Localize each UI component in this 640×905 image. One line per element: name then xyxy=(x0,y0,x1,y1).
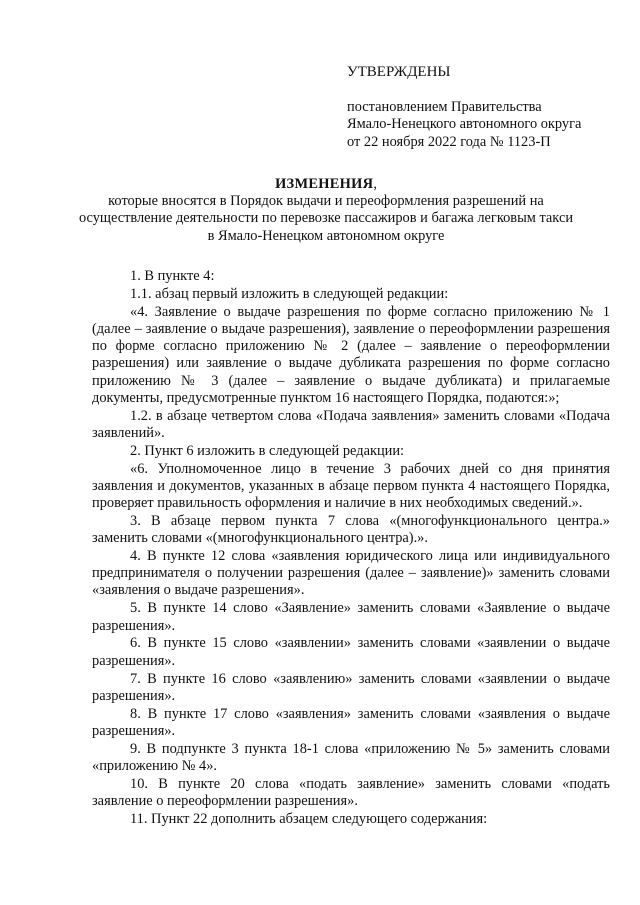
heading-subtitle-line-2: осуществление деятельности по перевозке пассажиров и багажа легковым такси xyxy=(78,210,574,227)
paragraph-4: 4. В пункте 12 слова «заявления юридического лица или индивидуального предпринимателя о получении разрешения (далее – заявление)» заменить словами «заявления о выдаче разрешения». xyxy=(92,548,610,599)
paragraph-1: 1. В пункте 4: xyxy=(130,268,215,284)
paragraph-11: 11. Пункт 22 дополнить абзацем следующего содержания: xyxy=(130,810,488,827)
paragraph-7: 7. В пункте 16 слово «заявлению» заменить словами «заявлении о выдаче разрешения». xyxy=(92,670,610,704)
document-heading xyxy=(60,176,592,245)
approval-line-date: от 22 ноября 2022 года № 1123-П xyxy=(347,133,551,150)
heading-title-row xyxy=(60,176,592,193)
paragraph-1-1-text: «4. Заявление о выдаче разрешения по форме согласно приложению № 1 (далее – заявление о выдаче разрешения), заявление о переоформлении разрешения по форме согласно приложению № 2 (далее – заявление о переоформлении разрешения) или заявление о выдаче дубликата разрешения по форме согласно приложению № 3 (далее – заявление о выдаче дубликата) и прилагаемые документы, предусмотренные пунктом 16 настоящего Порядка, подаются:»; xyxy=(92,303,610,406)
approval-line-region: Ямало-Ненецкого автономного округа xyxy=(347,116,582,133)
paragraph-10: 10. В пункте 20 слова «подать заявление» заменить словами «подать заявление о переоформлении разрешения». xyxy=(92,775,610,810)
approval-stamp: УТВЕРЖДЕНЫ xyxy=(347,64,451,80)
amendments-body xyxy=(92,268,610,829)
paragraph-5: 5. В пункте 14 слово «Заявление» заменить словами «Заявление о выдаче разрешения». xyxy=(92,600,610,634)
paragraph-1-2: 1.2. в абзаце четвертом слова «Подача заявления» заменить словами «Подача заявлений». xyxy=(92,407,610,441)
paragraph-8: 8. В пункте 17 слово «заявления» заменить словами «заявления о выдаче разрешения». xyxy=(92,705,610,739)
heading-subtitle-line-3: в Ямало-Ненецком автономном округе xyxy=(207,227,445,244)
paragraph-2: 2. Пункт 6 изложить в следующей редакции: xyxy=(130,442,405,459)
paragraph-2-text: «6. Уполномоченное лицо в течение 3 рабочих дней со дня принятия заявления и документов, указанных в абзаце первом пункта 4 настоящего Порядка, проверяет правильность оформления и наличие в них необходимых сведений.». xyxy=(92,460,610,512)
heading-title: ИЗМЕНЕНИЯ xyxy=(275,176,374,192)
approval-line-authority: постановлением Правительства xyxy=(347,99,542,116)
heading-title-suffix: , xyxy=(373,176,377,192)
heading-subtitle-line-1: которые вносятся в Порядок выдачи и переоформления разрешений на xyxy=(108,193,544,210)
approval-block xyxy=(347,64,627,151)
paragraph-1-1: 1.1. абзац первый изложить в следующей редакции: xyxy=(130,285,449,302)
paragraph-9: 9. В подпункте 3 пункта 18-1 слова «приложению № 5» заменить словами «приложению № 4». xyxy=(92,740,610,774)
paragraph-6: 6. В пункте 15 слово «заявлении» заменить словами «заявлении о выдаче разрешения». xyxy=(92,635,610,669)
paragraph-3: 3. В абзаце первом пункта 7 слова «(многофункционального центра.» заменить словами «(многофункционального центра).». xyxy=(92,512,610,547)
